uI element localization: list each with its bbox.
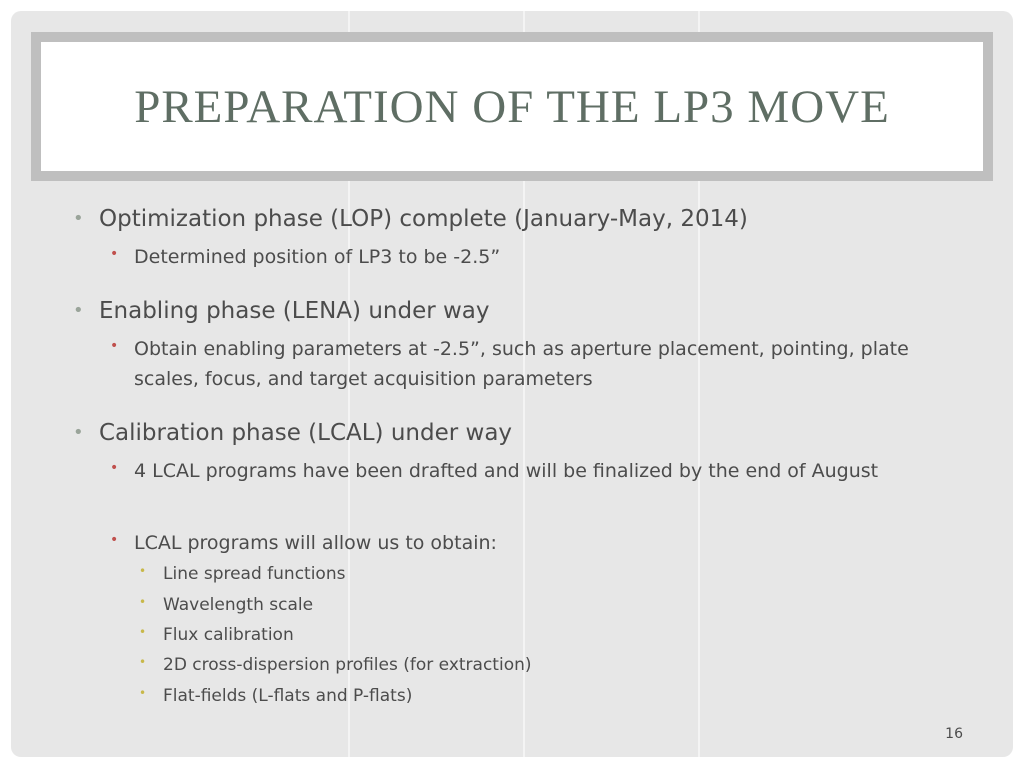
bullet-text: Optimization phase (LOP) complete (January-May, 2014) xyxy=(99,206,748,232)
slide-number: 16 xyxy=(945,726,963,742)
bullet-item xyxy=(110,242,970,272)
bullet-icon: • xyxy=(139,625,147,639)
bullet-icon: • xyxy=(139,686,147,700)
bullet-icon: • xyxy=(73,300,84,321)
bullet-text: Flux calibration xyxy=(163,625,294,645)
bullet-text: Flat-fields (L-flats and P-flats) xyxy=(163,686,413,706)
bullet-text: Line spread functions xyxy=(163,564,346,584)
slide-content xyxy=(11,11,1013,757)
bullet-icon: • xyxy=(110,338,119,354)
slide xyxy=(11,11,1013,757)
bullet-text: Obtain enabling parameters at -2.5”, such as aperture placement, pointing, plate scales, focus, and target acquisition parameters xyxy=(134,338,909,390)
bullet-text: Calibration phase (LCAL) under way xyxy=(99,420,513,446)
bullet-text: LCAL programs will allow us to obtain: xyxy=(134,532,497,554)
bullet-icon: • xyxy=(110,532,119,548)
bullet-item xyxy=(139,652,939,678)
bullet-item xyxy=(110,456,950,486)
bullet-icon: • xyxy=(139,595,147,609)
bullet-item xyxy=(110,528,950,558)
bullet-icon: • xyxy=(139,564,147,578)
slide-title: PREPARATION OF THE LP3 MOVE xyxy=(134,80,890,133)
bullet-icon: • xyxy=(110,460,119,476)
bullet-text: 4 LCAL programs have been drafted and will be finalized by the end of August xyxy=(134,460,879,482)
bullet-text: 2D cross-dispersion profiles (for extraction) xyxy=(163,655,532,675)
bullet-icon: • xyxy=(73,208,84,229)
bullet-icon: • xyxy=(110,246,119,262)
bullet-item xyxy=(139,592,939,618)
bullet-item xyxy=(73,417,973,449)
bullet-text: Determined position of LP3 to be -2.5” xyxy=(134,246,501,268)
bullet-icon: • xyxy=(139,655,147,669)
bullet-item xyxy=(139,561,939,587)
bullet-icon: • xyxy=(73,422,84,443)
bullet-item xyxy=(139,622,939,648)
bullet-item xyxy=(73,295,973,327)
bullet-item xyxy=(139,683,939,709)
bullet-item xyxy=(110,334,950,394)
bullet-text: Wavelength scale xyxy=(163,595,314,615)
bullet-text: Enabling phase (LENA) under way xyxy=(99,298,490,324)
bullet-item xyxy=(73,203,973,235)
